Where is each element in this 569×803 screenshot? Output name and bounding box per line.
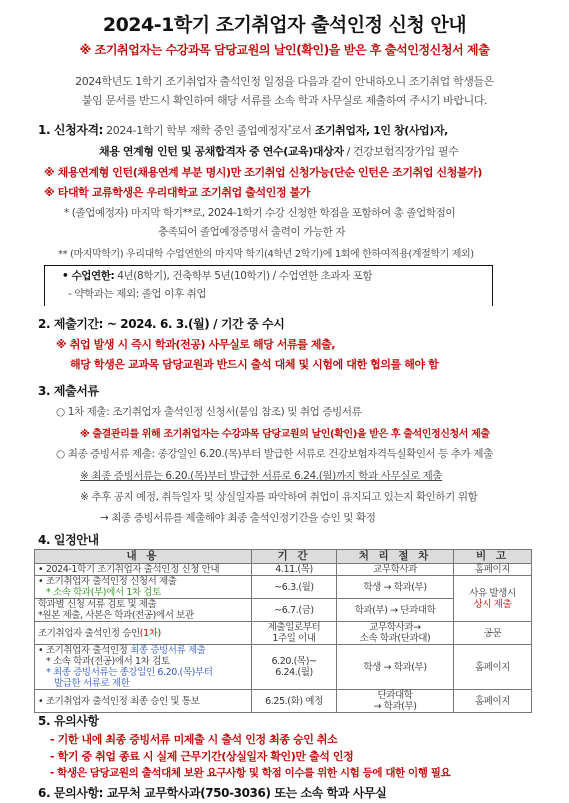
page-title: 2024-1학기 조기취업자 출석인정 신청 안내 [102, 14, 467, 36]
s3-heading: 3. 제출서류 [38, 384, 99, 398]
table-row [35, 564, 532, 576]
s1-line-2 [99, 143, 458, 159]
table-row [35, 690, 532, 713]
row2-note [454, 576, 532, 622]
row5-period [252, 645, 337, 690]
s1-note-1a: * (졸업예정자) 마지막 학기**로, 2024-1학기 수강 신청한 학점을 포함하여 총 졸업학점이 [64, 207, 456, 219]
row6-period: 6.25.(화) 예정 [252, 690, 337, 713]
s6-heading-text: 6. 문의사항: 교무처 교무학사과(750-3036) 또는 소속 학과 사무실 [38, 786, 387, 800]
col-header-note: 비 고 [454, 550, 532, 564]
row1-period: 4.11.(목) [252, 564, 337, 576]
s1-warning-1: ※ 채용연계형 인턴(채용연계 부분 명시)만 조기취업 신청가능(단순 인턴은 조기취업 신청불가) [44, 166, 483, 179]
s1-duration-sub: - 약학과는 제외: 졸업 이후 취업 [68, 288, 207, 300]
row2-period: ~6.3.(월) [252, 576, 337, 599]
s1-warning-2: ※ 타대학 교류학생은 우리대학교 조기취업 출석인정 불가 [44, 186, 311, 199]
s3-item-2-label: ○ 최종 증빙서류 제출: [56, 448, 158, 460]
row2-content [35, 576, 252, 599]
s2-warning-1: ※ 취업 발생 시 즉시 학과(전공) 사무실로 해당 서류를 제출, [56, 338, 336, 351]
row5-note: 홈페이지 [454, 645, 532, 690]
row5-content-1 [38, 645, 248, 656]
table-row [35, 576, 532, 599]
s3-item-2 [56, 446, 493, 461]
row3-period: ~6.7.(금) [252, 599, 337, 622]
s3-note-3: → 최종 증빙서류를 제출해야 최종 출석인정기간을 승인 및 확정 [100, 512, 376, 524]
s2-warning-2: 해당 학생은 교과목 담당교원과 반드시 출석 대체 및 시험에 대한 협의를 해야 함 [70, 358, 439, 371]
s1-footnote-mark: * [288, 123, 292, 132]
s3-note-2: ※ 추후 공지 예정, 취득일자 및 상실일자를 파악하여 취업이 유지되고 있는지 확인하기 위함 [80, 491, 478, 503]
row4-content-1: 조기취업자 출석인정 승인 [38, 627, 140, 639]
row4-process-1: 교무학사과→ [369, 622, 421, 633]
row6-process [337, 690, 454, 713]
row5-content-1a: • 조기취업자 출석인정 [38, 645, 131, 656]
col-header-content: 내 용 [35, 550, 252, 564]
row5-process: 학생 → 학과(부) [337, 645, 454, 690]
row4-process-2: 소속 학과(단과대) [359, 633, 431, 644]
row5-period-2: 6.24.(월) [275, 667, 313, 678]
row1-content: • 2024-1학기 조기취업자 출석인정 신청 안내 [35, 564, 252, 576]
s1-eligibility-b: 로서 [291, 124, 315, 137]
row4-period [252, 622, 337, 645]
s1-line-1 [38, 121, 448, 138]
intro-line-1: 2024학년도 1학기 조기취업자 출석인정 일정을 다음과 같이 안내하오니 조기취업 학생들은 [75, 75, 494, 88]
s3-note-1: ※ 최종 증빙서류는 6.20.(목)부터 발급한 서류로 6.24.(월)까지 학과 사무실로 제출 [80, 470, 443, 482]
s6-heading [38, 784, 386, 801]
s5-item-3: - 학생은 담당교원의 출석대체 보완 요구사항 및 학점 이수를 위한 시험 등에 대한 이행 필요 [50, 767, 451, 779]
s1-heading: 1. 신청자격: [38, 123, 104, 137]
s4-heading: 4. 일정안내 [38, 533, 99, 547]
s2-heading: 2. 제출기간: ~ 2024. 6. 3.(월) / 기간 중 수시 [38, 317, 285, 331]
s5-item-1: - 기한 내에 최종 증빙서류 미제출 시 출석 인정 최종 승인 취소 [50, 733, 338, 746]
row1-note: 홈페이지 [454, 564, 532, 576]
row5-content-1b: 최종 증빙서류 제출 [130, 645, 206, 656]
row3-content-2: *원본 제출, 사본은 학과(전공)에서 보관 [38, 610, 194, 621]
row4-period-2: 1주일 이내 [272, 633, 316, 644]
schedule-table [34, 549, 532, 713]
s5-heading: 5. 유의사항 [38, 714, 99, 728]
row5-content-2: * 소속 학과(전공)에서 1차 검토 [46, 656, 170, 667]
table-row [35, 645, 532, 690]
row3-content-1: 학과별 신청 서류 검토 및 제출 [38, 599, 157, 610]
row2-note-1: 사유 발생시 [469, 587, 516, 599]
table-row [35, 622, 532, 645]
row5-content-3: * 최종 증빙서류는 종강일인 6.20.(목)부터 [46, 667, 213, 678]
row2-note-2: 상시 제출 [473, 598, 512, 610]
s3-item-1: ○ 1차 제출: 조기취업자 출석인정 신청서(붙임 참조) 및 취업 증빙서류 [56, 406, 362, 418]
row4-content-2: (1차) [139, 627, 161, 639]
s5-item-2: - 학기 중 취업 종료 시 실제 근무기간(상실일자 확인)만 출석 인정 [50, 750, 354, 763]
table-header-row [35, 550, 532, 564]
row4-content [35, 622, 252, 645]
intro-line-2: 붙임 문서를 반드시 확인하여 해당 서류를 소속 학과 사무실로 제출하여 주시기 바랍니다. [81, 94, 488, 107]
row3-content [35, 599, 252, 622]
s1-eligibility-a: 2024-1학기 학부 재학 중인 졸업예정자 [106, 124, 289, 137]
s3-warning: ※ 출결관리를 위해 조기취업자는 수강과목 담당교원의 날인(확인)을 받은 후 출석인정신청서 제출 [80, 429, 490, 440]
row2-content-2: * 소속 학과(부)에서 1차 검토 [46, 587, 161, 598]
s1-duration-label: • 수업연한: [62, 270, 115, 282]
row4-note: 공문 [454, 622, 532, 645]
row4-period-1: 제출일로부터 [267, 622, 321, 633]
s1-note-1b: 충족되어 졸업예정증명서 출력이 가능한 자 [158, 226, 346, 238]
row1-process: 교무학사과 [337, 564, 454, 576]
s1-duration [62, 268, 372, 283]
subtitle-notice: ※ 조기취업자는 수강과목 담당교원의 날인(확인)을 받은 후 출석인정신청서 제출 [79, 43, 490, 57]
s1-note-2: ** (마지막학기) 우리대학 수업연한의 마지막 학기(4학년 2학기)에 1회에 한하여적용(계절학기 제외) [58, 249, 474, 260]
s1-eligibility-c: 조기취업자, 1인 창(사업)자, [314, 124, 448, 137]
row4-process [337, 622, 454, 645]
row3-process: 학과(부) → 단과대학 [337, 599, 454, 622]
row2-content-1: • 조기취업자 출석인정 신청서 제출 [38, 576, 177, 587]
row6-content: • 조기취업자 출석인정 최종 승인 및 통보 [35, 690, 252, 713]
s1-eligibility-d: 채용 연계형 인턴 및 공채합격자 중 연수(교육)대상자 [99, 145, 344, 158]
s3-item-2-text: 종강일인 6.20.(목)부터 발급한 서류로 건강보험자격득실확인서 등 추가 제출 [157, 448, 493, 460]
row6-process-2: → 학과(부) [373, 701, 417, 712]
row5-content-4: 발급한 서류로 제한 [54, 678, 130, 689]
row5-content [35, 645, 252, 690]
row6-process-1: 단과대학 [377, 690, 413, 701]
s1-duration-text: 4년(8학기), 건축학부 5년(10학기) / 수업연한 초과자 포함 [114, 270, 373, 282]
s1-eligibility-e: / 건강보험직장가입 필수 [343, 145, 459, 158]
col-header-process: 처 리 절 차 [337, 550, 454, 564]
row6-note: 홈페이지 [454, 690, 532, 713]
row2-process: 학생 → 학과(부) [337, 576, 454, 599]
row5-period-1: 6.20.(목)~ [271, 656, 317, 667]
col-header-period: 기 간 [252, 550, 337, 564]
